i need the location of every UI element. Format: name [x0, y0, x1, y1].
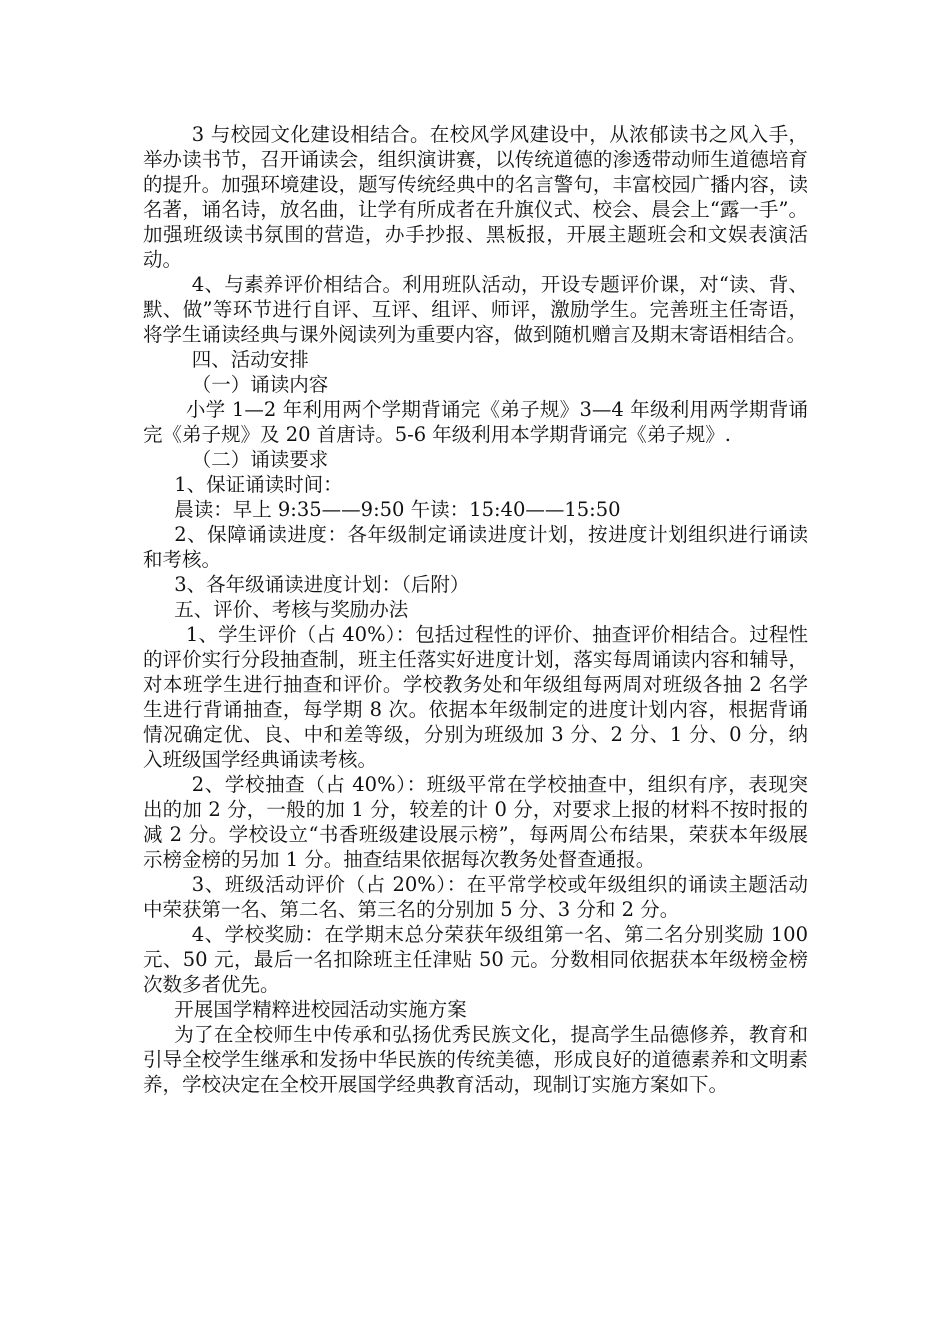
- paragraph-quality-evaluation: 4、与素养评价相结合。利用班队活动，开设专题评价课，对“读、背、默、做”等环节进行自评、互评、组评、师评，激励学生。完善班主任寄语，将学生诵读经典与课外阅读列为重要内容，做到随机赠言及期末寄语相结合。: [143, 273, 808, 346]
- heading-evaluation: 五、评价、考核与奖励办法: [174, 598, 409, 621]
- heading-activity-arrangement: 四、活动安排: [191, 348, 309, 371]
- paragraph-class-activity-evaluation: 3、班级活动评价（占 20%）：在平常学校或年级组织的诵读主题活动中荣获第一名、第二名、第三名的分别加 5 分、3 分和 2 分。: [143, 873, 808, 921]
- paragraph-reading-content: 小学 1—2 年利用两个学期背诵完《弟子规》3—4 年级利用两学期背诵完《弟子规》及 20 首唐诗。5-6 年级利用本学期背诵完《弟子规》.: [143, 398, 808, 446]
- heading-implementation-plan: 开展国学精粹进校园活动实施方案: [174, 998, 467, 1021]
- paragraph-plan-intro: 为了在全校师生中传承和弘扬优秀民族文化，提高学生品德修养，教育和引导全校学生继承和发扬中华民族的传统美德，形成良好的道德素养和文明素养，学校决定在全校开展国学经典教育活动，现制订实施方案如下。: [143, 1023, 808, 1096]
- paragraph-reading-progress: 2、保障诵读进度：各年级制定诵读进度计划，按进度计划组织进行诵读和考核。: [143, 523, 808, 571]
- paragraph-campus-culture: 3 与校园文化建设相结合。在校风学风建设中，从浓郁读书之风入手，举办读书节，召开诵读会，组织演讲赛，以传统道德的渗透带动师生道德培育的提升。加强环境建设，题写传统经典中的名言警句，丰富校园广播内容，读名著，诵名诗，放名曲，让学有所成者在升旗仪式、校会、晨会上“露一手”。加强班级读书氛围的营造，办手抄报、黑板报，开展主题班会和文娱表演活动。: [143, 123, 808, 271]
- heading-reading-requirements: （二）诵读要求: [191, 448, 329, 471]
- paragraph-reading-schedule: 晨读：早上 9:35——9:50 午读：15:40——15:50: [174, 498, 621, 521]
- paragraph-progress-plan: 3、各年级诵读进度计划：（后附）: [174, 573, 470, 596]
- paragraph-school-inspection: 2、学校抽查（占 40%）：班级平常在学校抽查中，组织有序，表现突出的加 2 分，一般的加 1 分，较差的计 0 分，对要求上报的材料不按时报的减 2 分。学校设立“书香班级建设展示榜”，每两周公布结果，荣获本年级展示榜金榜的另加 1 分。抽查结果依据每次教务处督查通报。: [143, 773, 808, 871]
- document-body: [143, 122, 808, 1097]
- paragraph-reading-time: 1、保证诵读时间：: [174, 473, 343, 496]
- paragraph-school-reward: 4、学校奖励：在学期末总分荣获年级组第一名、第二名分别奖励 100 元、50 元，最后一名扣除班主任津贴 50 元。分数相同依据获本年级榜金榜次数多者优先。: [143, 923, 808, 996]
- heading-reading-content: （一）诵读内容: [191, 373, 329, 396]
- paragraph-student-evaluation: 1、学生评价（占 40%）：包括过程性的评价、抽查评价相结合。过程性的评价实行分段抽查制，班主任落实好进度计划，落实每周诵读内容和辅导，对本班学生进行抽查和评价。学校教务处和年级组每两周对班级各抽 2 名学生进行背诵抽查，每学期 8 次。依据本年级制定的进度计划内容，根据背诵情况确定优、良、中和差等级，分别为班级加 3 分、2 分、1 分、0 分，纳入班级国学经典诵读考核。: [143, 623, 808, 771]
